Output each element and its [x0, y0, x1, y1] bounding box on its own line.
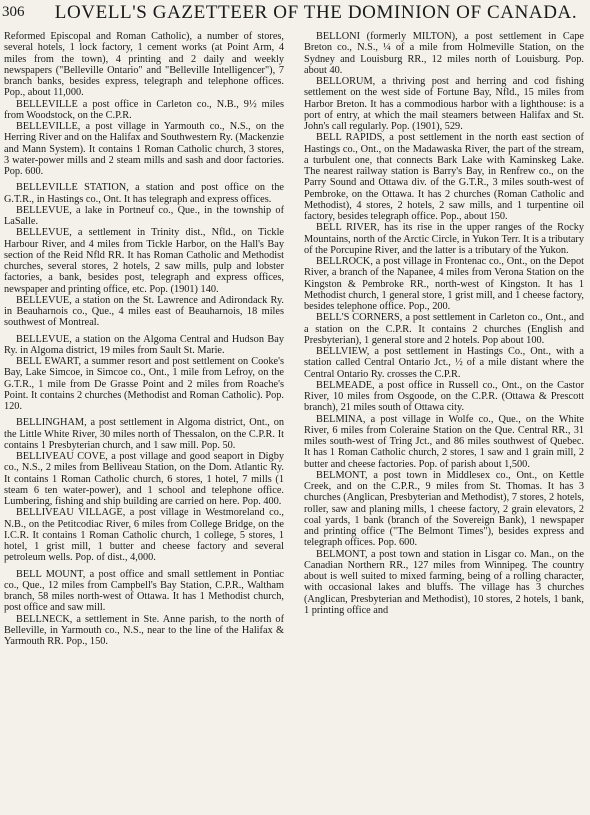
gazetteer-entry: BELLEVILLE a post office in Carleton co., N.B., 9½ miles from Woodstock, on the C.P.R. [4, 98, 284, 121]
gazetteer-entry: BELL RAPIDS, a post settlement in the north east section of Hastings co., Ont., on the Madawaska River, the part of the stream, a turbulent one, that connects Bark Lake with Kaminskeg Lake. The nearest railway station is Barry's Bay, in Renfrew co., on the Parry Sound and Ottawa div. of the G.T.R., 3 miles south-west of Pembroke, on the Ottawa. It has 2 churches (Roman Catholic and Methodist), 4 stores, 2 hotels, 2 saw mills, and 1 turpentine oil factory, besides telegraph office. Pop., about 150. [304, 132, 584, 222]
running-title: LOVELL'S GAZETTEER OF THE DOMINION OF CANADA. [54, 2, 578, 23]
gazetteer-entry: BELLVIEW, a post settlement in Hastings Co., Ont., with a station called Central Ontario Jct., ½ of a mile distant where the Central Ontario Ry. crosses the C.P.R. [304, 346, 584, 380]
gazetteer-entry: BELL EWART, a summer resort and post settlement on Cooke's Bay, Lake Simcoe, in Simcoe co., Ont., 1 mile from Lefroy, on the G.T.R., 1 mile from De Grasse Point and 2 miles from Roache's Point. It contains 2 churches (Methodist and Roman Catholic). Pop. 120. [4, 356, 284, 412]
gazetteer-entry: BELLEVILLE, a post village in Yarmouth co., N.S., on the Herring River and on the Halifax and Southwestern Ry. (Mackenzie and Mann System). It contains 1 Roman Catholic church, 3 stores, 3 water-power mills and 2 steam mills and sash and door factories. Pop. 600. [4, 121, 284, 177]
gazetteer-entry: BELLONI (formerly MILTON), a post settlement in Cape Breton co., N.S., ¼ of a mile from Holmeville Station, on the Sydney and Louisburg RR., 12 miles north of Louisburg. Pop. about 40. [304, 31, 584, 76]
right-column [304, 31, 584, 813]
gazetteer-entry: BELMEADE, a post office in Russell co., Ont., on the Castor River, 10 miles from Osgoode, on the C.P.R. (Ottawa & Prescott branch), 21 miles south of Ottawa city. [304, 379, 584, 414]
gazetteer-entry: BELLIVEAU COVE, a post village and good seaport in Digby co., N.S., 2 miles from Belliveau Station, on the Dom. Atlantic Ry. It contains 1 Roman Catholic church, 6 stores, 1 hotel, 7 mills (1 steam 6 ten water-power), and 1 school and telephone office. Lumbering, fishing and ship building are carried on here. Pop. 400. [4, 451, 284, 507]
gazetteer-entry: BELLEVILLE STATION, a station and post office on the G.T.R., in Hastings co., Ont. It has telegraph and express offices. [4, 182, 284, 205]
gazetteer-entry: BELLNECK, a settlement in Ste. Anne parish, to the north of Belleville, in Yarmouth co., N.S., near to the line of the Halifax & Yarmouth RR. Pop., 150. [4, 613, 284, 647]
gazetteer-entry: BELLEVUE, a settlement in Trinity dist., Nfld., on Tickle Harbour River, and 4 miles from Tickle Harbor, on the Hall's Bay section of the Reid Nfld RR. It has Roman Catholic and Methodist churches, several stores, 2 hotels, 2 saw mills, pulp and lobster factories, a bank, besides post, telegraph and express offices, newspaper and printing office, etc. Pop. (1901) 140. [4, 227, 284, 295]
gazetteer-entry: BELLEVUE, a lake in Portneuf co., Que., in the township of LaSalle. [4, 204, 284, 227]
gazetteer-entry: BELLEVUE, a station on the St. Lawrence and Adirondack Ry. in Beauharnois co., Que., 4 miles east of Beauharnois, 18 miles southwest of Montreal. [4, 294, 284, 329]
gazetteer-entry: BELMINA, a post village in Wolfe co., Que., on the White River, 6 miles from Coleraine Station on the Que. Central RR., 31 miles south-west of Tring Jct., and 86 miles southwest of Quebec. It has 1 Roman Catholic church, 2 stores, 1 saw and 1 grain mill, 2 butter and cheese factories. Pop. of parish about 1,500. [304, 413, 584, 470]
gazetteer-entry: BELLIVEAU VILLAGE, a post village in Westmoreland co., N.B., on the Petitcodiac River, 6 miles from College Bridge, on the I.C.R. It contains 1 Roman Catholic church, 1 college, 5 stores, 1 hotel, 1 grist mill, 1 butter and cheese factory and several petroleum wells. Pop. of dist., 4,000. [4, 507, 284, 564]
gazetteer-entry: BELLEVUE, a station on the Algoma Central and Hudson Bay Ry. in Algoma district, 19 miles from Sault St. Marie. [4, 333, 284, 356]
gazetteer-entry: BELLROCK, a post village in Frontenac co., Ont., on the Depot River, a branch of the Napanee, 4 miles from Verona Station on the Kingston & Pembroke RR., north-west of Kingston. It has 1 Methodist church, 1 general store, 1 grist mill, and 1 cheese factory, besides telephone office. Pop., 200. [304, 256, 584, 312]
gazetteer-entry: BELL MOUNT, a post office and small settlement in Pontiac co., Que., 12 miles from Campbell's Bay Station, C.P.R., Waltham branch, 58 miles north-west of Ottawa. It has 1 Methodist church, post office and saw mill. [4, 568, 284, 614]
gazetteer-entry: BELMONT, a post town in Middlesex co., Ont., on Kettle Creek, and on the C.P.R., 9 miles from St. Thomas. It has 3 churches (Anglican, Presbyterian and Methodist), 7 stores, 2 hotels, roller, saw and planing mills, 1 cheese factory, 2 grain elevators, 2 coal yards, 1 bank (branch of the Sovereign Bank), 1 newspaper and printing office ("The Belmont Times"), besides express and telegraph offices. Pop. 600. [304, 469, 584, 549]
page-header [0, 0, 590, 28]
gazetteer-entry: BELLORUM, a thriving post and herring and cod fishing settlement on the west side of Fortune Bay, Nfld., 15 miles from Harbor Breton. It has a commodious harbor with a lighthouse: is a port of entry, at which the mail steamers between Halifax and St. John's call regularly. Pop. (1901), 529. [304, 76, 584, 132]
left-column [4, 31, 284, 813]
gazetteer-entry: BELL RIVER, has its rise in the upper ranges of the Rocky Mountains, north of the Arctic Circle, in Yukon Terr. It is a tributary of the Porcupine River, and the latter is a tributary of the Yukon. [304, 222, 584, 256]
page-number: 306 [2, 4, 25, 20]
gazetteer-entry: BELL'S CORNERS, a post settlement in Carleton co., Ont., and a station on the C.P.R. It contains 2 churches (English and Presbyterian), 1 general store and 2 hotels. Pop about 100. [304, 312, 584, 346]
gazetteer-entry: BELLINGHAM, a post settlement in Algoma district, Ont., on the Little White River, 30 miles north of Thessalon, on the C.P.R. It contains 1 Presbyterian church, and 1 saw mill. Pop. 50. [4, 417, 284, 451]
gazetteer-entry: BELMONT, a post town and station in Lisgar co. Man., on the Canadian Northern RR., 127 miles from Winnipeg. The country about is well suited to mixed farming, being of a rolling character, with occasional lakes and bluffs. The village has 3 churches (Anglican, Presbyterian and Methodist), 10 stores, 2 hotels, 1 bank, 1 printing office and [304, 548, 584, 616]
gazetteer-entry: Reformed Episcopal and Roman Catholic), a number of stores, several hotels, 1 lock factory, 1 cement works (at Point Arm, 4 miles from the town), 4 printing and 2 daily and weekly newspapers ("Belleville Ontario" and "Belleville Intelligencer"), 7 branch banks, besides express, telegraph and telephone offices. Pop., about 11,000. [4, 31, 284, 99]
